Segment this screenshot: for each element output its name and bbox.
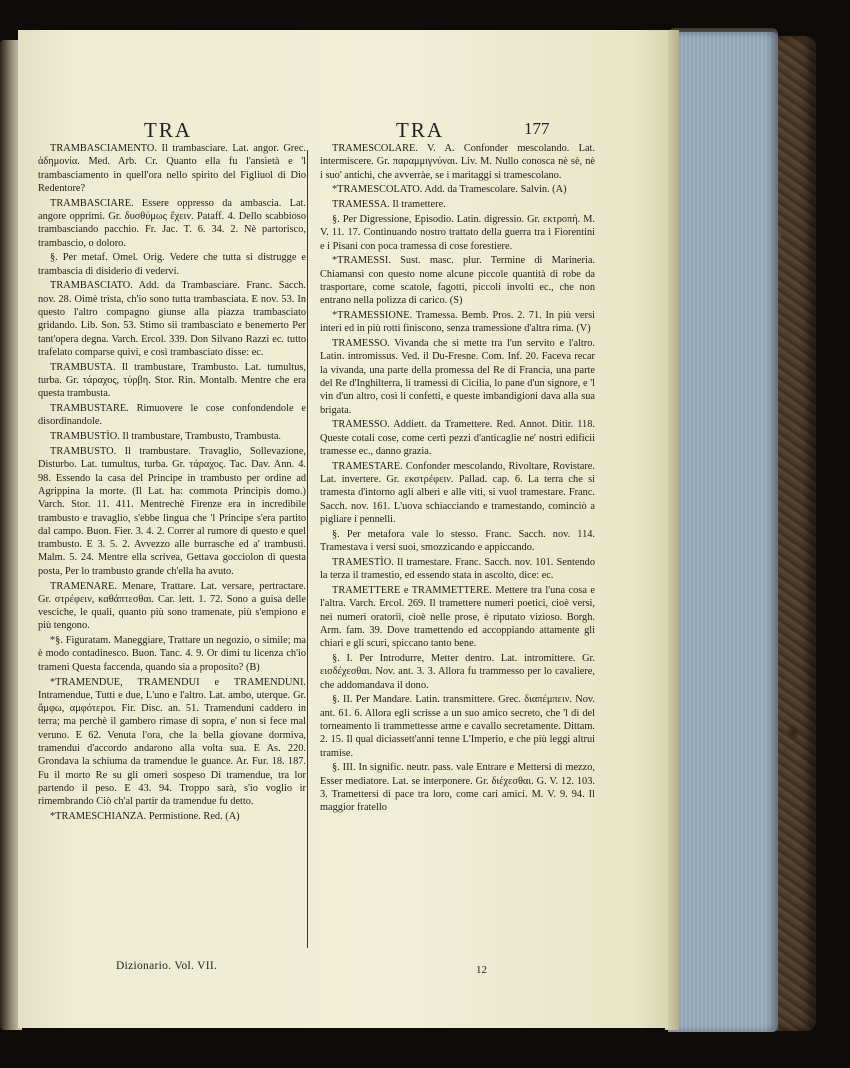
folio-number: 177 <box>524 119 550 138</box>
left-column <box>38 142 306 825</box>
gathering-number: 12 <box>476 964 487 976</box>
entry: *TRAMESSI. Sust. masc. plur. Termine di Marineria. Chiamansi con questo nome alcune piccole quantità di robe da trasportare, come scatole, fagotti, piccoli involti ec., che non entrano nella polizza di carico. (S) <box>320 255 595 307</box>
entry: *TRAMESCHIANZA. Permistione. Red. (A) <box>50 811 240 823</box>
entry: TRAMESTARE. Confonder mescolando, Rivoltare, Rovistare. Lat. invertere. Gr. εκστρέφειν. Pallad. cap. 6. La terra che si tramesta d'intorno agli alberi e alle viti, si vuol tramestare. Franc. Sacch. nov. 161. L'uova schiacciando e tramestando, cominciò a pigliare i pennelli. <box>320 460 595 526</box>
entry: TRAMESCOLARE. V. A. Confonder mescolando. Lat. intermiscere. Gr. παραμμιγνύναι. Liv. M. Nullo conosca nè sè, nè i suo' antichi, che avverràe, se i maritaggi si tramescolano. <box>320 143 595 181</box>
entry: TRAMESTÌO. Il tramestare. Franc. Sacch. nov. 101. Sentendo la terza il tramestìo, ed essendo stata in ascolto, dice: ec. <box>320 556 595 582</box>
entry: §. III. In signific. neutr. pass. vale Entrare e Mettersi di mezzo, Esser mediatore. Lat. se interponere. Gr. διέχεσθαι. G. V. 12. 103. 3. Tramettersi di pace tra loro, come cari amici. M. V. 9. 94. Il maggior fratello <box>320 762 595 814</box>
entry: *TRAMESCOLATO. Add. da Tramescolare. Salvin. (A) <box>332 184 567 196</box>
entry: §. Per Digressione, Episodio. Latin. digressio. Gr. εκτροπή. M. V. 11. 17. Continuando nostro trattato della guerra tra i Fiorentini e i Pisani con poca tramessa di cose forestiere. <box>320 213 595 252</box>
column-divider <box>307 150 308 948</box>
entry: TRAMETTERE e TRAMMETTERE. Mettere tra l'una cosa e l'altra. Varch. Ercol. 269. Il tramettere numeri poetici, cioè versi, nei numeri oratorii, cioè nelle prose, è riputato vizioso. Borgh. Arm. fam. 39. Dove tramettendo ed accoppiando attamente gli chiari e gli scuri, spiccano tanto bene. <box>320 585 595 650</box>
entry: TRAMBUSTÌO. Il trambustare, Trambusto, Trambusta. <box>50 431 282 443</box>
entry: TRAMENARE. Menare, Trattare. Lat. versare, pertractare. Gr. στρέφειν, καθάπτεσθαι. Car. lett. 1. 72. Sono a guisa delle vesciche, le quali, quanto più sono tramenate, più s'empiono e più tengono. <box>38 580 306 632</box>
entry: TRAMBUSTARE. Rimuovere le cose confondendole e disordinandole. <box>38 403 306 428</box>
left-running-head: TRA <box>144 118 192 142</box>
entry: *§. Figuratam. Maneggiare, Trattare un negozio, o simile; ma è modo contadinesco. Buon. Tanc. 4. 9. Or dimi tu licenza ch'io trameni Questa faccenda, quando sia a proposito? (B) <box>38 635 306 673</box>
right-running-head: TRA <box>396 118 444 142</box>
entry: TRAMBUSTO. Il trambustare. Travaglio, Sollevazione, Disturbo. Lat. tumultus, turba. Gr. τάραχος. Tac. Dav. Ann. 4. 98. Essendo la casa del Principe in trambusto per ordine ad Agrippina la morte. (Il Lat. ha: commota Principis domo.) Varch. Stor. 11. 411. Mentrechè Firenze era in incredibile trambusto e travaglio, s'ebbe lingua che 'l Principe s'era partito dal campo. Buon. Fier. 3. 4. 2. Correr al rumore di questo e quel trambusto. E 3. 5. 2. Avvezzo alle burrasche ed a' trambusti. Malm. 5. 24. Mentre ella scrivea, Gettava gocciolon di questa posta, Per lo trambusto grande ch'ella ha avuto. <box>38 446 306 577</box>
entry: *TRAMESSIONE. Tramessa. Bemb. Pros. 2. 71. In più versi interi ed in più rotti finiscono, senza tramessione d'altra rima. (V) <box>320 310 595 335</box>
volume-signature: Dizionario. Vol. VII. <box>116 960 218 972</box>
right-column <box>320 142 595 816</box>
entry: §. Per metafora vale lo stesso. Franc. Sacch. nov. 114. Tramestava i versi suoi, smozzicando e appiccando. <box>320 528 595 554</box>
entry: §. Per metaf. Omel. Orig. Vedere che tutta si distrugge e trambascia di disiderio di vederví. <box>38 252 306 277</box>
entry: §. I. Per Introdurre, Metter dentro. Lat. intromittere. Gr. εισδέχεσθαι. Nov. ant. 3. 3. Allora fu trammesso per lo cavaliere, che addomandava il dono. <box>320 652 595 691</box>
entry: TRAMESSO. Vivanda che si mette tra l'un servito e l'altro. Latin. intromissus. Ved. il Du-Fresne. Com. Inf. 20. Faceva recar la vivanda, una parte della promessa del Re di Francia, una parte del Re d'Inghilterra, li tramessi di Cicilia, lo pane d'un signore, e 'l vin d'un altro, così li confetti, e queste imbandigioni dava alla sua brigata. <box>320 338 595 416</box>
entry: TRAMBUSTA. Il trambustare, Trambusto. Lat. tumultus, turba. Gr. τάραχος, τύρβη. Stor. Rin. Montalb. Mentre che era questa trambusta. <box>38 361 306 400</box>
entry: TRAMESSO. Addiett. da Tramettere. Red. Annot. Ditir. 118. Queste cotali cose, come certi pezzi d'anticaglie ne' nostri edificii tramesse ec., danno grazia. <box>320 419 595 458</box>
entry: TRAMBASCIARE. Essere oppresso da ambascia. Lat. angore opprimi. Gr. δυσθύμως ἔχειν. Pataff. 4. Dello scabbioso trambasciando pacchio. Fr. Jac. T. 6. 34. 2. Nè partorisco, trambascio, o doloro. <box>38 197 306 249</box>
page-fore-edge <box>668 32 778 1032</box>
entry: TRAMESSA. Il tramettere. <box>332 199 446 211</box>
entry: TRAMBASCIATO. Add. da Trambasciare. Franc. Sacch. nov. 28. Oimè trista, ch'io sono tutta trambasciata. E nov. 53. In questo l'altro compagno giunse alla piazza trambasciato gridando. Lib. Son. 53. Stimo sii trambasciato e benemerto Per tant'opera degna. Varch. Ercol. 339. Don Silvano Razzi ec. tutto trafelato comparse quivi, e così trambasciato disse: ec. <box>38 280 306 358</box>
entry: *TRAMENDUE, TRAMENDUI e TRAMENDUNI. Intramendue, Tutti e due, L'uno e l'altro. Lat. ambo, uterque. Gr. ἄμφω, αμφότεροι. Fir. Disc. an. 51. Tramenduni caddero in terra; ma perchè il gambero rimase di sopra, e' non si fece mal veruno. E 62. Venuta l'ora, che la bella giovane dormiva, tramendui d'accordo andarono alla volta sua. E As. 220. Grondava la schiuma da tramendue le guance. Ar. Fur. 18. 187. Fu il morto Re su gli omeri sospeso Di tramendue, tra lor partendo il peso. E 43. 94. Troppo sarà, s'io voglio ir rimembrando Ciò ch'al partir da tramendue fu detto. <box>38 676 306 808</box>
dictionary-page <box>18 30 668 1028</box>
entry: §. II. Per Mandare. Latin. transmittere. Grec. διαπέμπειν. Nov. ant. 61. 6. Allora egli scrisse a un suo amico secreto, che 'l dì del torneamento li trammettesse arme e cavallo secretamente. Dittam. 2. 15. Il qual diciassett'anni tenne L'Imperio, e che più leggi altrui tramise. <box>320 694 595 759</box>
entry: TRAMBASCIAMENTO. Il trambasciare. Lat. angor. Grec. ἀδημονία. Med. Arb. Cr. Quanto ella fu l'ansietà e 'l trambasciamento in quell'ora nello spirito del Figliuol di Dio Redentore? <box>38 143 306 194</box>
